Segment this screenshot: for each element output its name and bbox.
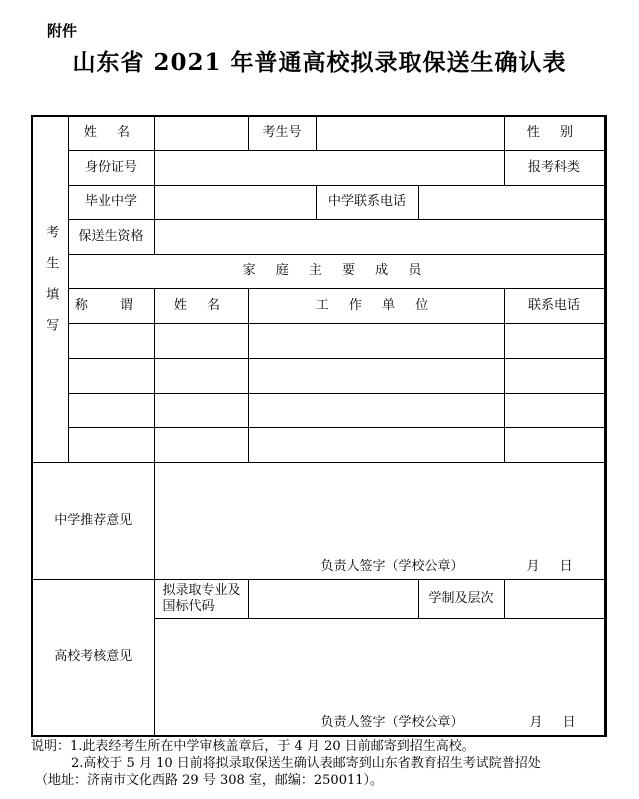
id-number-field[interactable] xyxy=(154,150,504,185)
family-header-workplace: 工 作 单 位 xyxy=(248,288,504,323)
major-code-field[interactable] xyxy=(248,579,418,618)
family-cell[interactable] xyxy=(504,427,604,462)
student-fill-side-cell xyxy=(32,116,68,462)
name-label: 姓 名 xyxy=(68,116,154,150)
attachment-label: 附件 xyxy=(47,22,78,40)
family-cell[interactable] xyxy=(248,323,504,358)
note-line-2: 2.高校于 5 月 10 日前将拟录取保送生确认表邮寄到山东省教育招生考试院普招处 xyxy=(71,756,541,771)
family-cell[interactable] xyxy=(504,358,604,393)
family-cell[interactable] xyxy=(154,393,248,427)
family-cell[interactable] xyxy=(248,358,504,393)
exam-number-field[interactable] xyxy=(316,116,504,150)
gender-label: 性 别 xyxy=(504,116,604,150)
university-signature-label: 负责人签字（学校公章） xyxy=(320,715,464,730)
qualification-label: 保送生资格 xyxy=(68,219,154,254)
name-field[interactable] xyxy=(154,116,248,150)
exam-subject-label: 报考科类 xyxy=(504,150,604,185)
family-cell[interactable] xyxy=(504,323,604,358)
family-header-name: 姓 名 xyxy=(154,288,248,323)
family-cell[interactable] xyxy=(504,393,604,427)
family-cell[interactable] xyxy=(248,427,504,462)
middle-school-opinion-label: 中学推荐意见 xyxy=(32,462,154,579)
family-cell[interactable] xyxy=(154,427,248,462)
gender-field[interactable] xyxy=(604,116,606,150)
family-cell[interactable] xyxy=(68,427,154,462)
study-system-field[interactable] xyxy=(504,579,604,618)
family-cell[interactable] xyxy=(248,393,504,427)
university-opinion-field[interactable] xyxy=(154,618,604,736)
middle-school-signature-label: 负责人签字（学校公章） xyxy=(320,558,464,574)
note-line-3: （地址：济南市文化西路 29 号 308 室，邮编：250011）。 xyxy=(35,773,384,788)
exam-number-label: 考生号 xyxy=(248,116,316,150)
major-code-label: 拟录取专业及国标代码 xyxy=(154,579,248,618)
family-cell[interactable] xyxy=(154,323,248,358)
confirmation-form-table xyxy=(31,115,607,737)
family-cell[interactable] xyxy=(68,323,154,358)
middle-school-opinion-field[interactable] xyxy=(154,462,604,579)
family-cell[interactable] xyxy=(68,393,154,427)
exam-subject-field[interactable] xyxy=(604,150,606,185)
page-title: 山东省 2021 年普通高校拟录取保送生确认表 xyxy=(72,49,567,76)
family-cell[interactable] xyxy=(154,358,248,393)
university-opinion-label: 高校考核意见 xyxy=(32,579,154,736)
qualification-field[interactable] xyxy=(154,219,604,254)
note-line-1: 说明：1.此表经考生所在中学审核盖章后，于 4 月 20 日前邮寄到招生高校。 xyxy=(31,739,475,754)
family-header-phone: 联系电话 xyxy=(504,288,604,323)
id-number-label: 身份证号 xyxy=(68,150,154,185)
study-system-label: 学制及层次 xyxy=(418,579,504,618)
family-members-heading: 家 庭 主 要 成 员 xyxy=(68,254,604,288)
notes xyxy=(31,738,621,789)
school-phone-field[interactable] xyxy=(418,185,604,219)
student-fill-label: 考生填写 xyxy=(43,224,59,349)
university-date-label: 月 日 xyxy=(529,715,584,730)
middle-school-date-label: 月 日 xyxy=(526,558,581,574)
family-header-relation: 称 谓 xyxy=(68,288,154,323)
graduating-school-label: 毕业中学 xyxy=(68,185,154,219)
family-cell[interactable] xyxy=(68,358,154,393)
graduating-school-field[interactable] xyxy=(154,185,316,219)
school-phone-label: 中学联系电话 xyxy=(316,185,418,219)
